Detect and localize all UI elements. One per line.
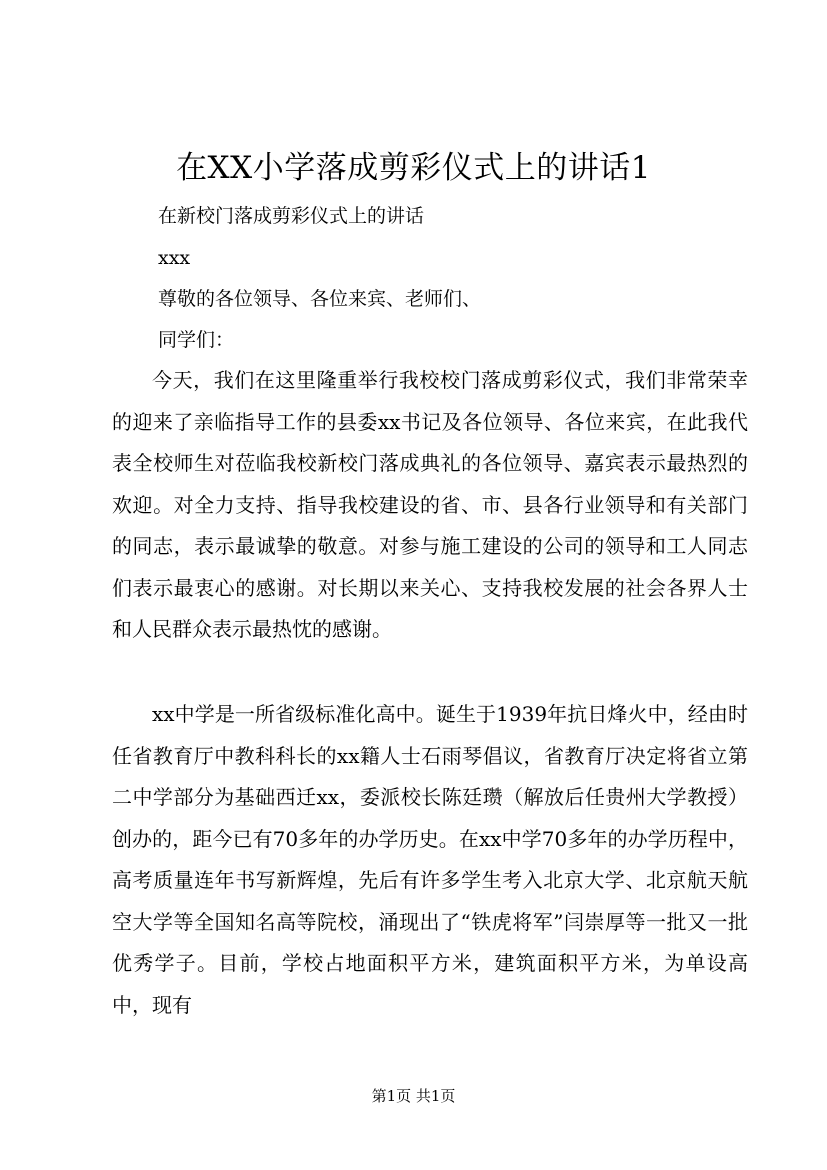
salutation-line-1: 尊敬的各位领导、各位来宾、老师们、: [158, 288, 482, 310]
speech-subtitle: 在新校门落成剪彩仪式上的讲话: [158, 205, 425, 227]
author-name: xxx: [158, 247, 191, 269]
body-paragraph: xx中学是一所省级标准化高中。诞生于1939年抗日烽火中，经由时任省教育厅中教科科长的xx籍人士石雨琴倡议，省教育厅决定将省立第二中学部分为基础西迁xx，委派校长陈廷瓒（解放后任贵州大学教授）创办的，距今已有70多年的办学历史。在xx中学70多年的办学历程中，高考质量连年书写新辉煌，先后有许多学生考入北京大学、北京航天航空大学等全国知名高等院校，涌现出了“铁虎将军”闫崇厚等一批又一批优秀学子。目前，学校占地面积平方米，建筑面积平方米，为单设高中，现有: [112, 702, 748, 1017]
page-number-footer: 第1页 共1页: [371, 1087, 456, 1105]
document-title: 在XX小学落成剪彩仪式上的讲话1: [176, 150, 651, 186]
salutation-line-2: 同学们：: [158, 329, 235, 351]
body-paragraph: 今天，我们在这里隆重举行我校校门落成剪彩仪式，我们非常荣幸的迎来了亲临指导工作的县委xx书记及各位领导、各位来宾，在此我代表全校师生对莅临我校新校门落成典礼的各位领导、嘉宾表示最热烈的欢迎。对全力支持、指导我校建设的省、市、县各行业领导和有关部门的同志，表示最诚挚的敬意。对参与施工建设的公司的领导和工人同志们表示最衷心的感谢。对长期以来关心、支持我校发展的社会各界人士和人民群众表示最热忱的感谢。: [112, 368, 748, 641]
